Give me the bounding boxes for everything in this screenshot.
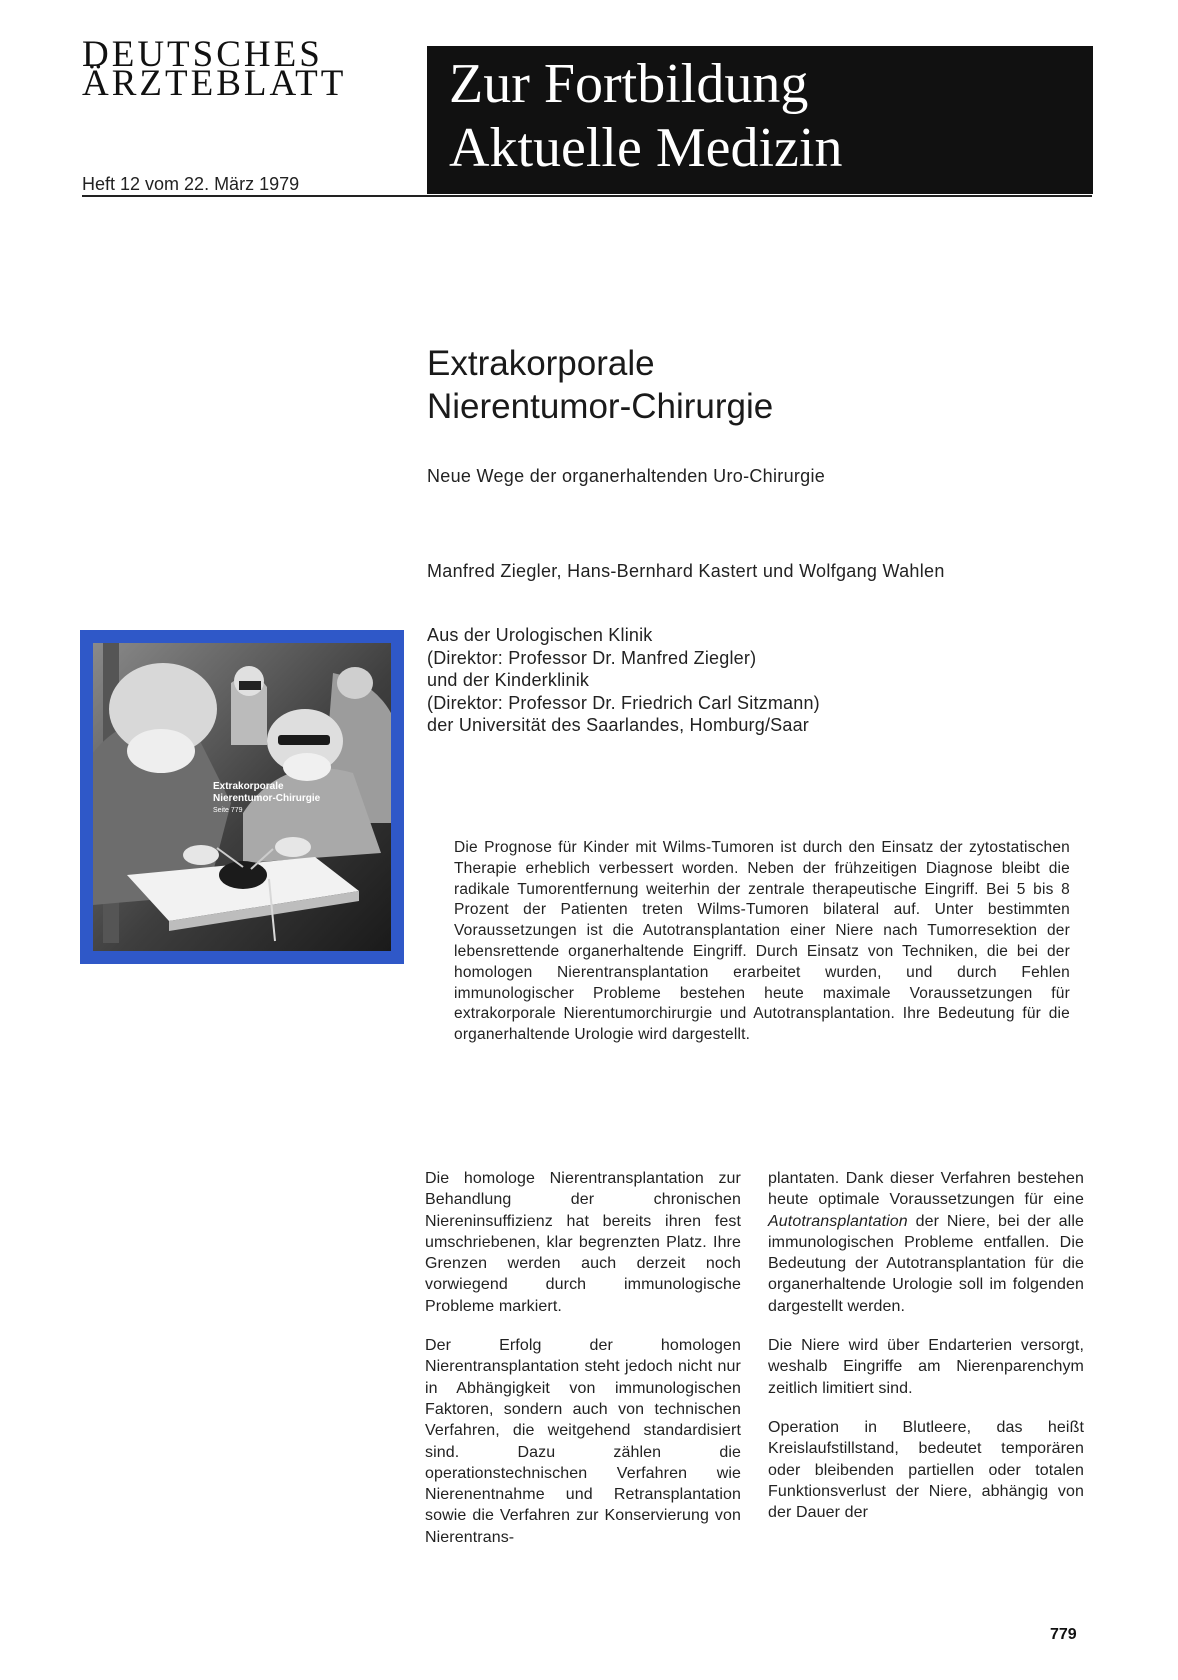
- body-column-right: [768, 1168, 1084, 1541]
- affiliation-line: der Universität des Saarlandes, Homburg/Saar: [427, 715, 809, 735]
- article-subtitle: Neue Wege der organerhaltenden Uro-Chirurgie: [427, 466, 826, 486]
- affiliation-line: und der Kinderklinik: [427, 670, 590, 690]
- header-rule: [82, 195, 1092, 197]
- masthead-line-1: DEUTSCHES: [82, 34, 323, 75]
- masthead: [82, 34, 402, 104]
- cover-photo-frame: [80, 630, 404, 964]
- body-column-left: [425, 1168, 741, 1566]
- affiliation: [427, 624, 1067, 737]
- photo-caption-line-3: Seite 779: [213, 807, 243, 814]
- banner-line-1: Zur Fortbildung: [449, 53, 809, 115]
- body-paragraph: Operation in Blutleere, das heißt Kreislaufstillstand, bedeutet temporären oder bleibenden partiellen oder totalen Funktionsverlust der Niere, abhängig von der Dauer der: [768, 1418, 1084, 1522]
- body-paragraph: [768, 1168, 1084, 1317]
- photo-caption-line-2: Nierentumor-Chirurgie: [213, 793, 321, 804]
- body-paragraph: Die homologe Nierentransplantation zur Behandlung der chronischen Niereninsuffizienz hat bereits ihren fest umschriebenen, klar begrenzten Platz. Ihre Grenzen werden auch derzeit noch vorwiegend durch immunologische Probleme markiert.: [425, 1170, 741, 1315]
- issue-date: Heft 12 vom 22. März 1979: [82, 174, 300, 194]
- photo-caption-line-1: Extrakorporale: [213, 781, 284, 792]
- surgery-photo: [93, 643, 391, 951]
- body-text: der Niere, bei der alle immunologischen Probleme entfallen. Die Bedeutung der Autotransplantation für die organerhaltende Urologie soll im folgenden dargestellt werden.: [768, 1212, 1084, 1315]
- abstract: Die Prognose für Kinder mit Wilms-Tumoren ist durch den Einsatz der zytostatischen Therapie erheblich verbessert worden. Neben der frühzeitigen Diagnose bleibt die radikale Tumorentfernung weiterhin der zentrale therapeutische Eingriff. Bei 5 bis 8 Prozent der Patienten treten Wilms-Tumoren bilateral auf. Unter bestimmten Voraussetzungen ist die Autotransplantation einer Niere nach Tumorresektion der lebensrettende organerhaltende Eingriff. Durch Einsatz von Techniken, die bei der homologen Nierentransplantation erarbeitet wurden, und durch Fehlen immunologischer Probleme bestehen heute maximale Voraussetzungen für extrakorporale Nierentumorchirurgie und Autotransplantation. Ihre Bedeutung für die organerhaltende Urologie wird dargestellt.: [454, 839, 1070, 1044]
- emphasis-autotransplantation: Autotransplantation: [768, 1212, 908, 1230]
- affiliation-line: (Direktor: Professor Dr. Friedrich Carl Sitzmann): [427, 692, 820, 713]
- section-banner: [427, 46, 1093, 194]
- masthead-line-2: ÄRZTEBLATT: [82, 63, 347, 104]
- title-line-1: Extrakorporale: [427, 344, 655, 383]
- article-title: [427, 342, 1087, 428]
- page-number: 779: [1050, 1626, 1077, 1643]
- body-paragraph: Der Erfolg der homologen Nierentransplantation steht jedoch nicht nur in Abhängigkeit von immunologischen Faktoren, sondern auch von technischen Verfahren, die weitgehend standardisiert sind. Dazu zählen die operationstechnischen Verfahren wie Nierenentnahme und Retransplantation sowie die Verfahren zur Konservierung von Nierentrans-: [425, 1337, 741, 1546]
- banner-line-2: Aktuelle Medizin: [449, 117, 843, 179]
- body-paragraph: Die Niere wird über Endarterien versorgt, weshalb Eingriffe am Nierenparenchym zeitlich limitiert sind.: [768, 1337, 1084, 1397]
- body-text: plantaten. Dank dieser Verfahren bestehen heute optimale Voraussetzungen für eine: [768, 1170, 1084, 1209]
- article-authors: Manfred Ziegler, Hans-Bernhard Kastert und Wolfgang Wahlen: [427, 561, 945, 581]
- title-line-2: Nierentumor-Chirurgie: [427, 387, 774, 426]
- affiliation-line: (Direktor: Professor Dr. Manfred Ziegler): [427, 647, 757, 668]
- affiliation-line: Aus der Urologischen Klinik: [427, 625, 653, 645]
